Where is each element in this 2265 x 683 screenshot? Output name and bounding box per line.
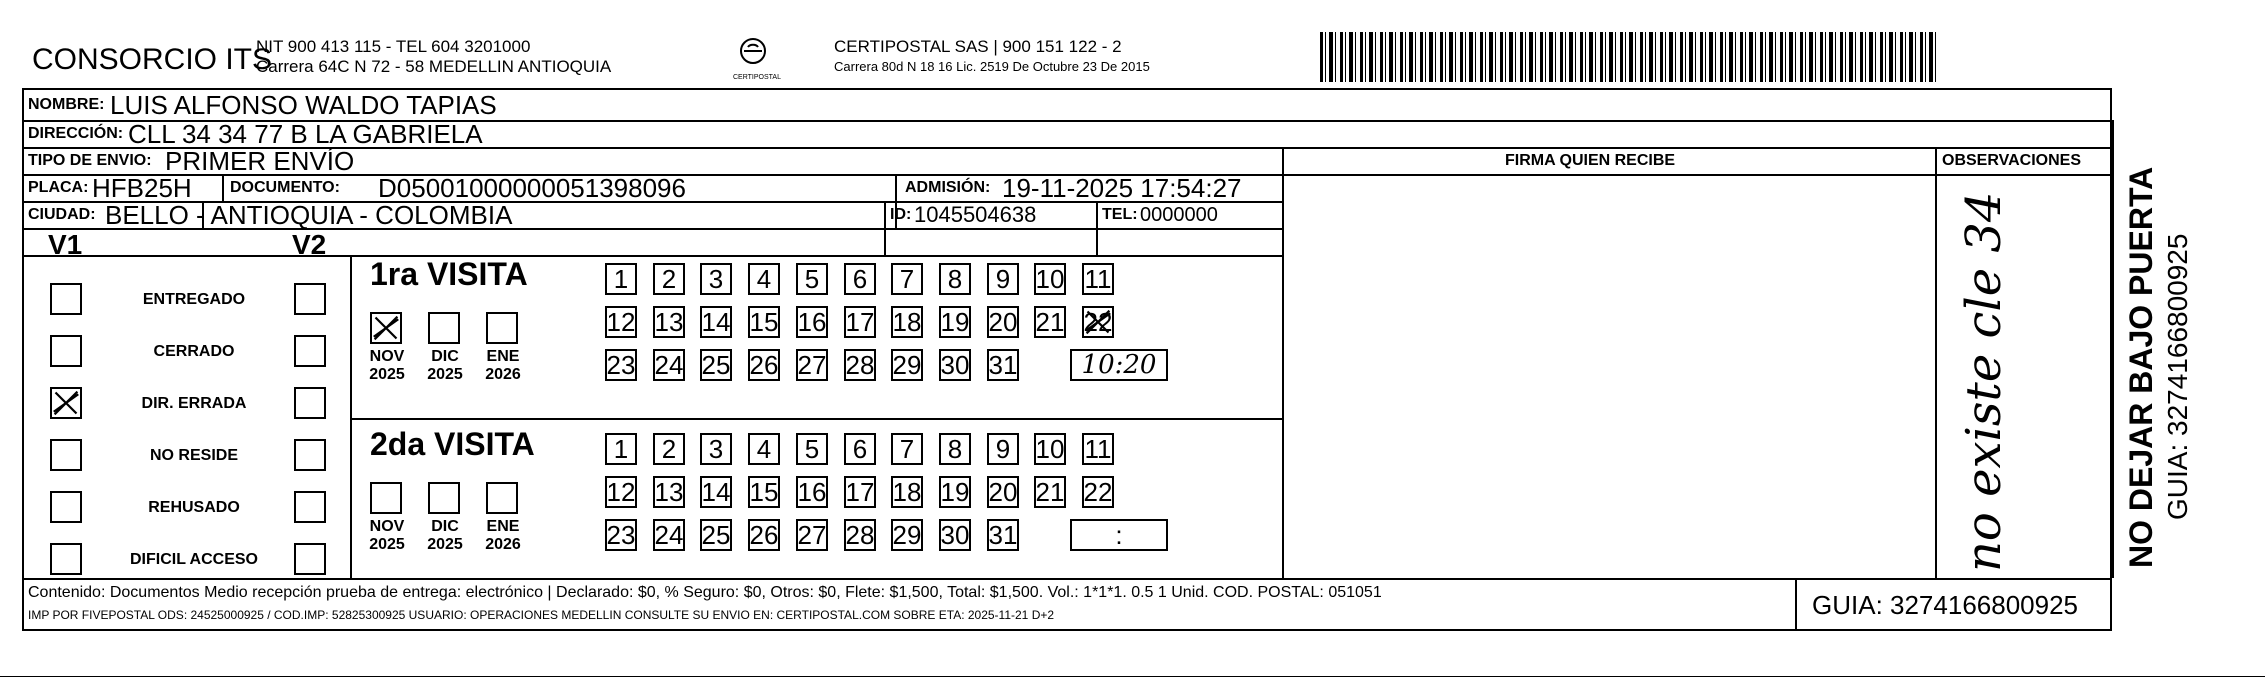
nombre-label: NOMBRE: xyxy=(28,96,105,113)
day-number: 4 xyxy=(756,433,772,464)
day-box[interactable] xyxy=(987,349,1019,381)
status-label: DIR. ERRADA xyxy=(141,395,247,412)
day-number: 9 xyxy=(995,433,1011,464)
day-number: 5 xyxy=(804,263,820,294)
day-number: 7 xyxy=(899,433,915,464)
tipo-envio-value: PRIMER ENVÍO xyxy=(165,146,355,176)
v2-checkbox[interactable] xyxy=(294,335,326,367)
day-box[interactable] xyxy=(605,349,637,381)
day-number: 21 xyxy=(1035,306,1065,337)
day-number: 10 xyxy=(1035,433,1065,464)
day-box[interactable] xyxy=(844,263,876,295)
status-label: CERRADO xyxy=(153,343,235,360)
day-box[interactable] xyxy=(1034,306,1066,338)
month-label: ENE 2026 xyxy=(485,518,521,553)
day-number: 11 xyxy=(1084,433,1112,464)
day-box[interactable] xyxy=(605,476,637,508)
time-value: : xyxy=(1115,519,1123,550)
documento-value: D05001000000051398096 xyxy=(378,173,686,203)
day-number: 28 xyxy=(845,519,875,550)
day-box[interactable] xyxy=(700,476,732,508)
day-box[interactable] xyxy=(891,476,923,508)
day-number: 13 xyxy=(654,306,684,337)
day-number: 15 xyxy=(749,306,779,337)
day-box[interactable] xyxy=(1034,433,1066,465)
day-number: 3 xyxy=(708,433,724,464)
v2-checkbox[interactable] xyxy=(294,283,326,315)
day-box[interactable] xyxy=(891,306,923,338)
day-number: 6 xyxy=(852,263,868,294)
day-box[interactable] xyxy=(653,476,685,508)
day-box[interactable] xyxy=(939,349,971,381)
day-box[interactable] xyxy=(844,349,876,381)
day-number: 7 xyxy=(899,263,915,294)
admision-value: 19-11-2025 17:54:27 xyxy=(1002,173,1242,203)
day-number: 29 xyxy=(892,349,922,380)
day-box[interactable] xyxy=(700,263,732,295)
day-box[interactable] xyxy=(700,306,732,338)
day-box[interactable] xyxy=(700,433,732,465)
day-number: 22 xyxy=(1083,306,1113,337)
status-label: DIFICIL ACCESO xyxy=(129,551,258,568)
tel-label: TEL: xyxy=(1102,206,1138,223)
status-label: REHUSADO xyxy=(148,499,240,516)
v1-header: V1 xyxy=(48,229,83,260)
day-number: 26 xyxy=(749,519,779,550)
day-box[interactable] xyxy=(748,349,780,381)
footer-guia: GUIA: 3274166800925 xyxy=(1812,590,2078,620)
company-name: CONSORCIO ITS xyxy=(32,43,273,76)
day-box[interactable] xyxy=(844,476,876,508)
day-box[interactable] xyxy=(748,306,780,338)
direccion-value: CLL 34 34 77 B LA GABRIELA xyxy=(128,119,483,149)
day-number: 31 xyxy=(988,349,1018,380)
day-box[interactable] xyxy=(939,306,971,338)
nombre-value: LUIS ALFONSO WALDO TAPIAS xyxy=(110,90,497,120)
day-box[interactable] xyxy=(987,519,1019,551)
visit1-title: 1ra VISITA xyxy=(370,256,528,292)
day-number: 27 xyxy=(797,349,827,380)
day-number: 25 xyxy=(701,349,731,380)
day-number: 16 xyxy=(797,476,827,507)
contenido-line: Contenido: Documentos Medio recepción prueba de entrega: electrónico | Declarado: $0, % Seguro: $0, Otros: $0, Flete: $1,500, Total: $1,500. Vol.: 1*1*1. 0.5 1 Unid. COD. POSTAL: 051051 xyxy=(28,584,1382,601)
day-number: 23 xyxy=(606,519,636,550)
day-box[interactable] xyxy=(844,433,876,465)
month-checkbox[interactable] xyxy=(370,482,402,514)
day-box[interactable] xyxy=(748,263,780,295)
id-value: 1045504638 xyxy=(914,202,1037,227)
day-number: 8 xyxy=(947,433,963,464)
day-number: 20 xyxy=(988,306,1018,337)
day-box[interactable] xyxy=(1082,433,1114,465)
placa-value: HFB25H xyxy=(92,173,192,203)
day-number: 30 xyxy=(940,349,970,380)
day-box[interactable] xyxy=(605,263,637,295)
day-number: 8 xyxy=(947,263,963,294)
day-box[interactable] xyxy=(653,433,685,465)
status-label: ENTREGADO xyxy=(142,291,246,308)
day-number: 1 xyxy=(613,433,629,464)
placa-label: PLACA: xyxy=(28,179,89,196)
day-number: 25 xyxy=(701,519,731,550)
day-number: 27 xyxy=(797,519,827,550)
v2-header: V2 xyxy=(292,229,327,260)
firma-label: FIRMA QUIEN RECIBE xyxy=(1505,152,1676,169)
v2-checkbox[interactable] xyxy=(294,491,326,523)
day-number: 9 xyxy=(995,263,1011,294)
month-label: NOV 2025 xyxy=(369,518,405,553)
day-number: 17 xyxy=(845,306,875,337)
day-box[interactable] xyxy=(748,433,780,465)
observaciones-handwriting: no existe cle 34 xyxy=(1956,191,2012,572)
day-number: 30 xyxy=(940,519,970,550)
day-box[interactable] xyxy=(844,306,876,338)
id-label: ID: xyxy=(890,206,912,223)
v1-checkbox[interactable] xyxy=(50,387,82,419)
day-box[interactable] xyxy=(748,476,780,508)
certipostal-line1: CERTIPOSTAL SAS | 900 151 122 - 2 xyxy=(834,37,1122,56)
v2-checkbox[interactable] xyxy=(294,543,326,575)
day-number: 18 xyxy=(892,306,922,337)
visit2-title: 2da VISITA xyxy=(370,426,535,462)
day-box[interactable] xyxy=(1082,263,1114,295)
day-box[interactable] xyxy=(1082,476,1114,508)
day-box[interactable] xyxy=(605,519,637,551)
day-box[interactable] xyxy=(653,349,685,381)
ciudad-label: CIUDAD: xyxy=(28,206,96,223)
day-box[interactable] xyxy=(700,349,732,381)
day-box[interactable] xyxy=(796,349,828,381)
day-box[interactable] xyxy=(939,476,971,508)
day-number: 14 xyxy=(701,306,731,337)
day-box[interactable] xyxy=(796,306,828,338)
day-number: 12 xyxy=(606,476,636,507)
v1-checkbox[interactable] xyxy=(50,543,82,575)
day-number: 6 xyxy=(852,433,868,464)
certipostal-logo-icon xyxy=(736,36,770,70)
day-box[interactable] xyxy=(653,306,685,338)
month-checkbox[interactable] xyxy=(486,312,518,344)
day-number: 14 xyxy=(701,476,731,507)
day-number: 3 xyxy=(708,263,724,294)
address-line: Carrera 64C N 72 - 58 MEDELLIN ANTIOQUIA xyxy=(256,57,612,76)
month-label: DIC 2025 xyxy=(427,518,463,553)
direccion-label: DIRECCIÓN: xyxy=(28,125,124,142)
day-box[interactable] xyxy=(891,349,923,381)
admision-label: ADMISIÓN: xyxy=(905,179,991,196)
day-box[interactable] xyxy=(891,433,923,465)
day-number: 26 xyxy=(749,349,779,380)
day-box[interactable] xyxy=(653,263,685,295)
day-box[interactable] xyxy=(796,263,828,295)
nit-line: NIT 900 413 115 - TEL 604 3201000 xyxy=(256,37,531,56)
logo-caption: CERTIPOSTAL xyxy=(733,74,781,81)
day-number: 19 xyxy=(940,476,970,507)
v1-checkbox[interactable] xyxy=(50,491,82,523)
day-box[interactable] xyxy=(796,476,828,508)
day-number: 20 xyxy=(988,476,1018,507)
day-box[interactable] xyxy=(891,263,923,295)
day-box[interactable] xyxy=(700,519,732,551)
day-box[interactable] xyxy=(653,519,685,551)
day-number: 22 xyxy=(1083,476,1113,507)
documento-label: DOCUMENTO: xyxy=(230,179,340,196)
month-label: NOV 2025 xyxy=(369,348,405,383)
day-box[interactable] xyxy=(891,519,923,551)
tel-value: 0000000 xyxy=(1140,204,1218,226)
barcode xyxy=(1320,32,1940,82)
month-checkbox[interactable] xyxy=(486,482,518,514)
day-box[interactable] xyxy=(796,433,828,465)
day-number: 5 xyxy=(804,433,820,464)
day-box[interactable] xyxy=(939,433,971,465)
time-box[interactable] xyxy=(1070,519,1168,551)
day-box[interactable] xyxy=(844,519,876,551)
day-number: 24 xyxy=(654,349,684,380)
ciudad-value: BELLO - ANTIOQUIA - COLOMBIA xyxy=(105,200,513,230)
day-number: 24 xyxy=(654,519,684,550)
day-number: 2 xyxy=(661,263,677,294)
time-value: 10:20 xyxy=(1081,350,1157,380)
day-number: 28 xyxy=(845,349,875,380)
month-checkbox[interactable] xyxy=(428,482,460,514)
day-number: 4 xyxy=(756,263,772,294)
side-guia: GUIA: 3274166800925 xyxy=(2162,233,2193,520)
day-number: 29 xyxy=(892,519,922,550)
day-number: 13 xyxy=(654,476,684,507)
day-number: 23 xyxy=(606,349,636,380)
day-box[interactable] xyxy=(939,263,971,295)
v2-checkbox[interactable] xyxy=(294,439,326,471)
day-box[interactable] xyxy=(796,519,828,551)
day-number: 16 xyxy=(797,306,827,337)
day-number: 21 xyxy=(1035,476,1065,507)
day-box[interactable] xyxy=(748,519,780,551)
v1-checkbox[interactable] xyxy=(50,335,82,367)
day-number: 2 xyxy=(661,433,677,464)
month-label: DIC 2025 xyxy=(427,348,463,383)
tipo-envio-label: TIPO DE ENVIO: xyxy=(28,152,152,169)
time-box[interactable] xyxy=(1070,349,1168,381)
month-checkbox[interactable] xyxy=(370,312,402,344)
observaciones-label: OBSERVACIONES xyxy=(1942,152,2081,169)
bottom-border xyxy=(0,676,2265,677)
day-box[interactable] xyxy=(1034,263,1066,295)
day-box[interactable] xyxy=(605,433,637,465)
day-box[interactable] xyxy=(1082,306,1114,338)
day-box[interactable] xyxy=(987,263,1019,295)
v1-checkbox[interactable] xyxy=(50,439,82,471)
day-number: 17 xyxy=(845,476,875,507)
v2-checkbox[interactable] xyxy=(294,387,326,419)
day-number: 18 xyxy=(892,476,922,507)
day-number: 10 xyxy=(1035,263,1065,294)
imp-line: IMP POR FIVEPOSTAL ODS: 24525000925 / COD.IMP: 52825300925 USUARIO: OPERACIONES MEDELLIN CONSULTE SU ENVIO EN: CERTIPOSTAL.COM SOBRE ETA: 2025-11-21 D+2 xyxy=(28,608,1055,622)
day-box[interactable] xyxy=(939,519,971,551)
day-number: 1 xyxy=(613,263,629,294)
day-number: 11 xyxy=(1084,263,1112,294)
day-box[interactable] xyxy=(605,306,637,338)
day-number: 19 xyxy=(940,306,970,337)
month-checkbox[interactable] xyxy=(428,312,460,344)
day-number: 15 xyxy=(749,476,779,507)
day-box[interactable] xyxy=(987,433,1019,465)
v1-checkbox[interactable] xyxy=(50,283,82,315)
certipostal-line2: Carrera 80d N 18 16 Lic. 2519 De Octubre 23 De 2015 xyxy=(834,59,1150,74)
no-dejar-bajo-puerta: NO DEJAR BAJO PUERTA xyxy=(2123,166,2159,568)
day-box[interactable] xyxy=(1034,476,1066,508)
day-number: 31 xyxy=(988,519,1018,550)
day-box[interactable] xyxy=(987,476,1019,508)
day-number: 12 xyxy=(606,306,636,337)
status-label: NO RESIDE xyxy=(149,447,238,464)
month-label: ENE 2026 xyxy=(485,348,521,383)
day-box[interactable] xyxy=(987,306,1019,338)
